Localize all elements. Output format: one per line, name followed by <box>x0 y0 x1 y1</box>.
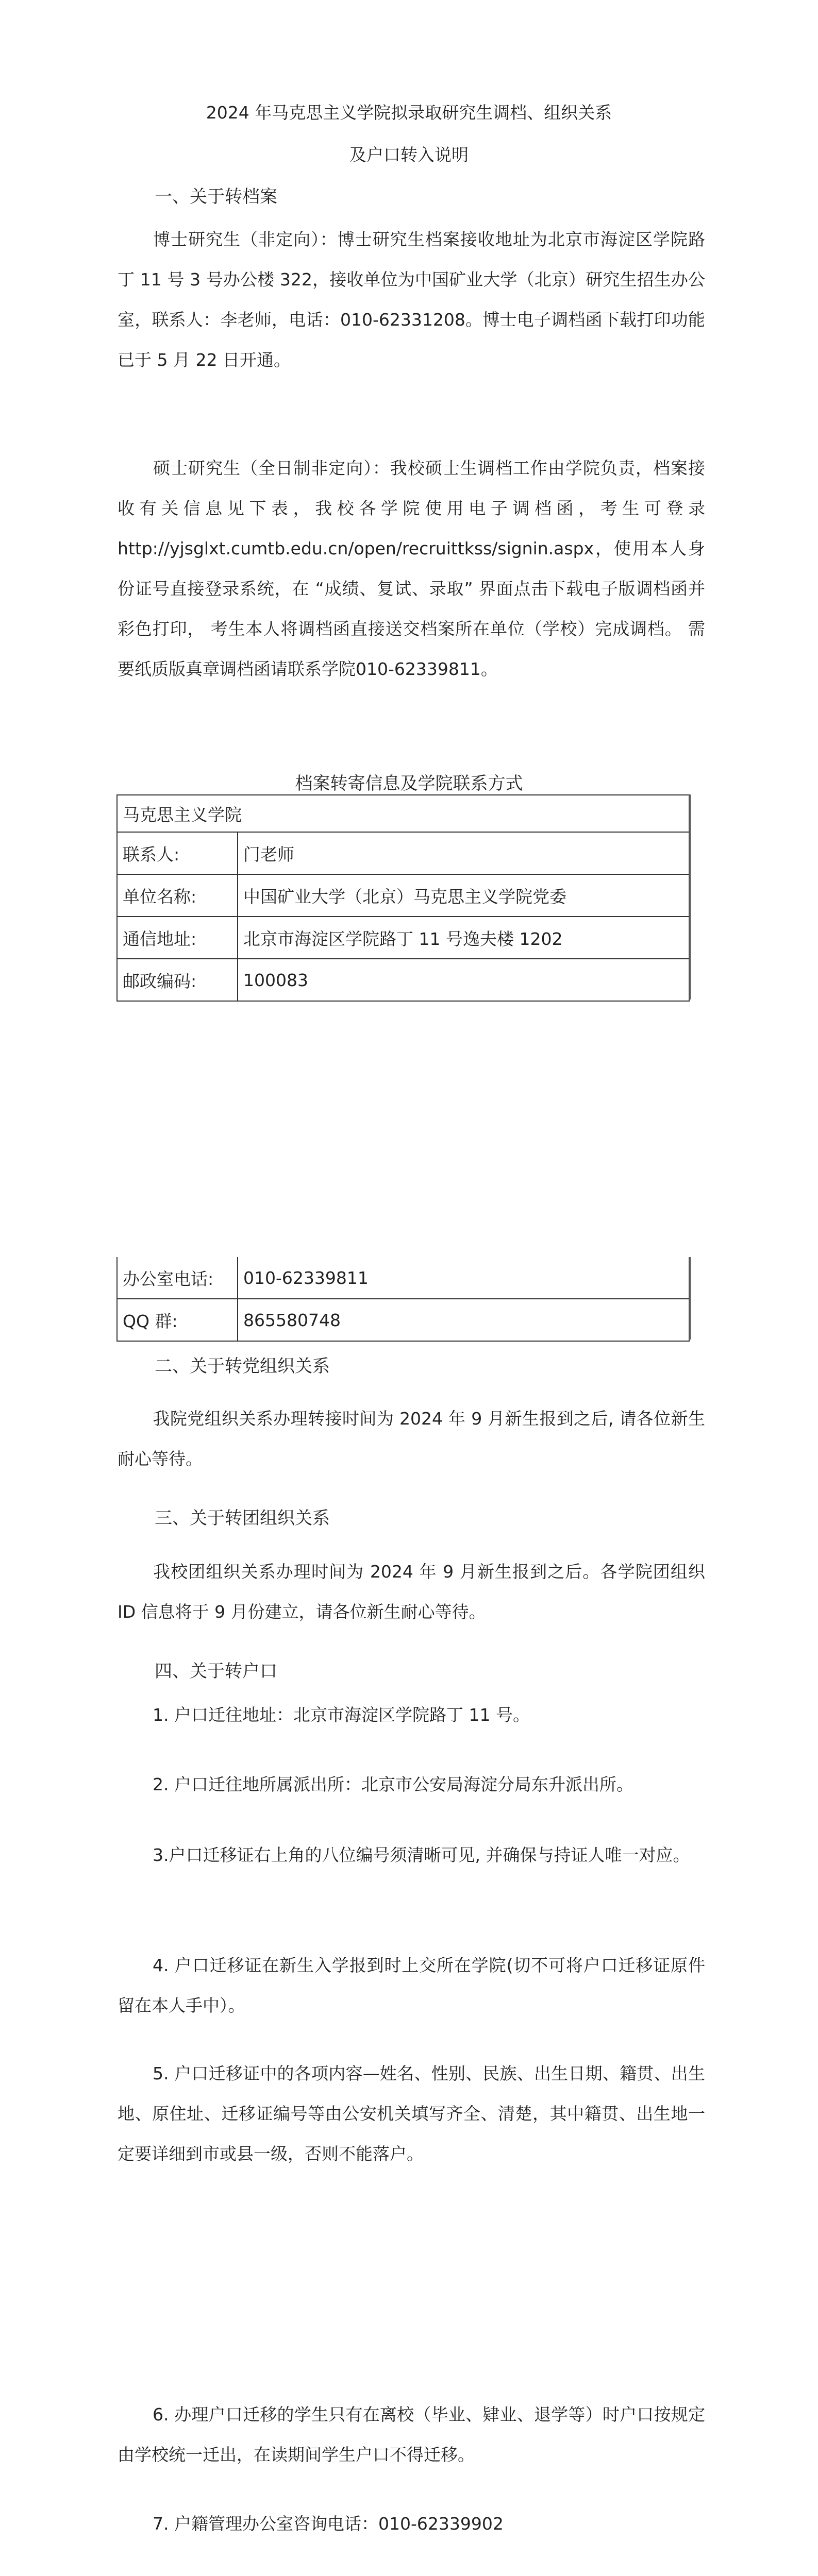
document-title-line2: 及户口转入说明 <box>349 145 469 165</box>
contact-label: 联系人: <box>117 832 238 874</box>
unit-label: 单位名称: <box>117 874 238 917</box>
hukou-item-2 <box>118 1765 705 1805</box>
address-label: 通信地址: <box>117 917 238 959</box>
hukou-item-5 <box>118 2054 705 2174</box>
section3-heading: 三、关于转团组织关系 <box>155 1508 330 1529</box>
phd-paragraph-text: 博士研究生（非定向）：博士研究生档案接收地址为北京市海淀区学院路丁 11 号 3 号办公楼 322，接收单位为中国矿业大学（北京）研究生招生办公室，联系人：李老师，电话：010-62331208。博士电子调档函下载打印功能已于 5 月 22 日开通。 <box>118 229 705 370</box>
table-right-edge <box>689 794 691 999</box>
table-row <box>117 917 689 959</box>
hukou-item-3-text: 3.户口迁移证右上角的八位编号须清晰可见, 并确保与持证人唯一对应。 <box>153 1845 690 1865</box>
section2-heading: 二、关于转党组织关系 <box>155 1356 330 1377</box>
hukou-item-1 <box>118 1695 705 1735</box>
table-right-edge <box>689 1257 691 1340</box>
hukou-item-6 <box>118 2395 705 2475</box>
postcode-value: 100083 <box>238 959 689 1001</box>
postcode-label: 邮政编码: <box>117 959 238 1001</box>
office-phone-label: 办公室电话: <box>117 1257 238 1299</box>
table-row <box>117 959 689 1001</box>
address-value: 北京市海淀区学院路丁 11 号逸夫楼 1202 <box>238 917 689 959</box>
hukou-item-7-text: 7. 户籍管理办公室咨询电话：010-62339902 <box>153 2514 504 2534</box>
contact-value: 门老师 <box>238 832 689 874</box>
table-header-cell: 马克思主义学院 <box>117 795 689 832</box>
qq-group-value: 865580748 <box>238 1299 689 1341</box>
table-caption: 档案转寄信息及学院联系方式 <box>295 773 523 794</box>
hukou-item-5-text: 5. 户口迁移证中的各项内容—姓名、性别、民族、出生日期、籍贯、出生地、原住址、迁移证编号等由公安机关填写齐全、清楚，其中籍贯、出生地一定要详细到市或县一级，否则不能落户。 <box>118 2063 705 2164</box>
notice-paragraph <box>118 2574 705 2576</box>
table-row <box>117 832 689 874</box>
hukou-item-1-text: 1. 户口迁往地址：北京市海淀区学院路丁 11 号。 <box>153 1705 530 1725</box>
table-row <box>117 1257 689 1299</box>
document-title-line1: 2024 年马克思主义学院拟录取研究生调档、组织关系 <box>206 103 612 123</box>
hukou-item-3 <box>118 1835 705 1875</box>
qq-group-label: QQ 群: <box>117 1299 238 1341</box>
table-row <box>117 874 689 917</box>
section3-paragraph <box>118 1552 705 1632</box>
section2-paragraph-text: 我院党组织关系办理转接时间为 2024 年 9 月新生报到之后, 请各位新生耐心等待。 <box>118 1409 705 1469</box>
section1-heading: 一、关于转档案 <box>155 187 277 207</box>
section4-heading: 四、关于转户口 <box>155 1661 277 1682</box>
hukou-item-7 <box>118 2504 705 2544</box>
phd-paragraph <box>118 219 705 380</box>
archive-info-table-top <box>116 794 690 1002</box>
unit-value: 中国矿业大学（北京）马克思主义学院党委 <box>238 874 689 917</box>
table-header-row <box>117 795 689 832</box>
hukou-item-2-text: 2. 户口迁往地所属派出所：北京市公安局海淀分局东升派出所。 <box>153 1774 633 1794</box>
archive-info-table-bottom <box>116 1257 690 1342</box>
office-phone-value: 010-62339811 <box>238 1257 689 1299</box>
master-paragraph <box>118 448 705 689</box>
section2-paragraph <box>118 1399 705 1479</box>
hukou-item-6-text: 6. 办理户口迁移的学生只有在离校（毕业、肄业、退学等）时户口按规定由学校统一迁出，在读期间学生户口不得迁移。 <box>118 2404 705 2465</box>
master-paragraph-text: 硕士研究生（全日制非定向）：我校硕士生调档工作由学院负责，档案接收有关信息见下表，我校各学院使用电子调档函，考生可登录 http://yjsglxt.cumtb.edu.cn/open/recruittkss/signin.aspx，使用本人身份证号直接登录系统，在 “成绩、复试、录取” 界面点击下载电子版调档函并彩色打印， 考生本人将调档函直接送交档案所在单位（学校）完成调档。 需要纸质版真章调档函请联系学院010-62339811。 <box>118 458 705 679</box>
hukou-item-4-text: 4. 户口迁移证在新生入学报到时上交所在学院(切不可将户口迁移证原件留在本人手中）。 <box>118 1955 705 2015</box>
table-row <box>117 1299 689 1341</box>
hukou-item-4 <box>118 1945 705 2026</box>
section3-paragraph-text: 我校团组织关系办理时间为 2024 年 9 月新生报到之后。各学院团组织 ID 信息将于 9 月份建立，请各位新生耐心等待。 <box>118 1562 705 1622</box>
